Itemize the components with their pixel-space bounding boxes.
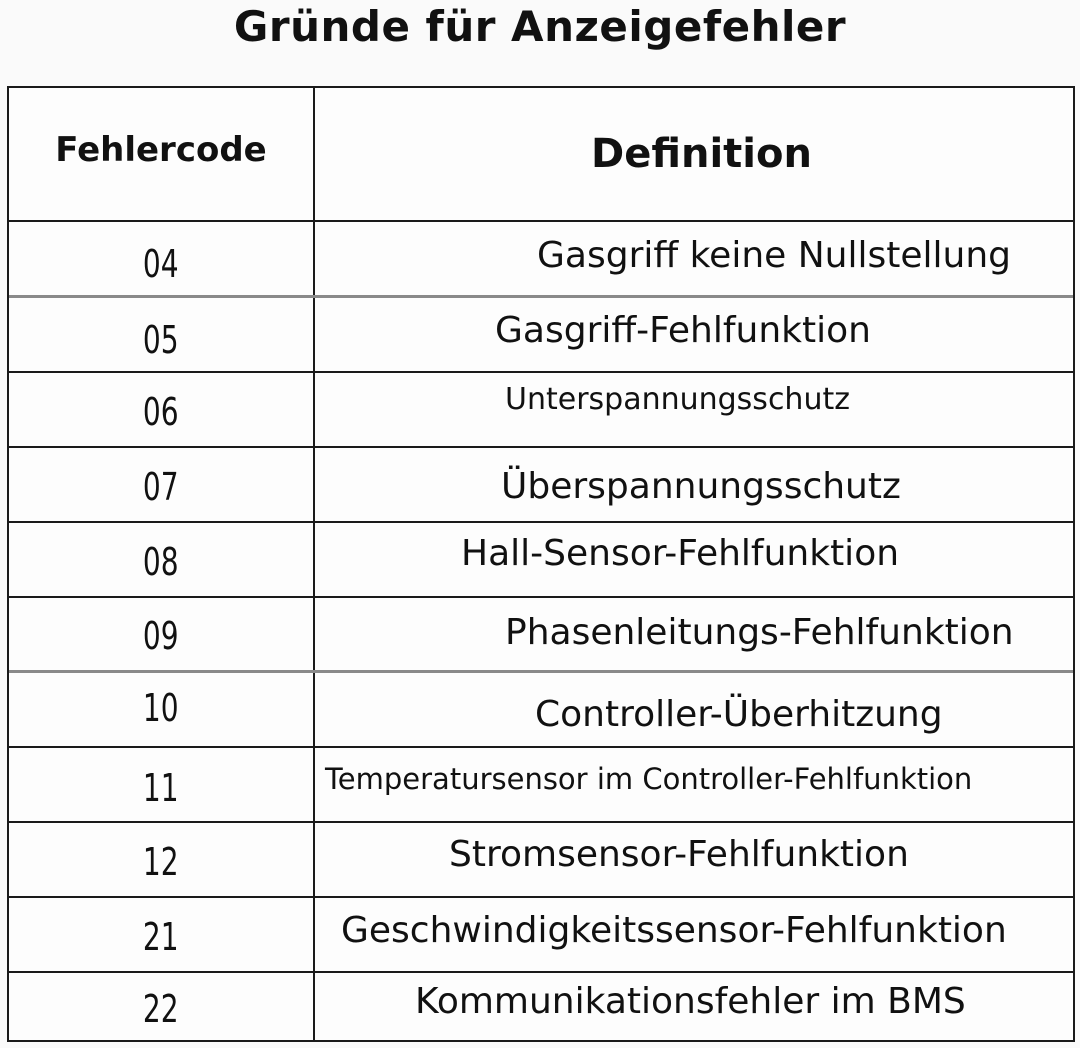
page-title: Gründe für Anzeigefehler	[233, 2, 847, 51]
row-definition: Gasgriff keine Nullstellung	[537, 234, 1011, 276]
row-code: 10	[143, 685, 179, 730]
table-row	[9, 373, 1073, 446]
table-row	[9, 823, 1073, 896]
row-definition: Überspannungsschutz	[501, 466, 901, 507]
row-definition: Stromsensor-Fehlfunktion	[449, 834, 909, 875]
header-definition: Definition	[591, 131, 812, 177]
table-row	[9, 898, 1073, 971]
table-row	[9, 598, 1073, 670]
row-definition: Hall-Sensor-Fehlfunktion	[461, 533, 900, 574]
table-row	[9, 748, 1073, 821]
row-definition: Phasenleitungs-Fehlfunktion	[505, 611, 1014, 653]
table-row	[9, 298, 1073, 371]
table-row	[9, 448, 1073, 521]
row-definition: Kommunikationsfehler im BMS	[415, 981, 966, 1022]
row-definition: Gasgriff-Fehlfunktion	[495, 310, 871, 351]
row-code: 04	[143, 242, 179, 286]
row-definition: Temperatursensor im Controller-Fehlfunktion	[325, 761, 973, 796]
header-code: Fehlercode	[55, 130, 267, 170]
table-header-row	[9, 88, 1073, 220]
table-row	[9, 673, 1073, 746]
table-row	[9, 222, 1073, 296]
table-row	[9, 523, 1073, 596]
row-code: 06	[143, 389, 179, 434]
row-code: 08	[143, 539, 179, 584]
table-row	[9, 973, 1073, 1040]
row-code: 12	[143, 839, 179, 884]
row-code: 09	[143, 614, 179, 658]
row-definition: Geschwindigkeitssensor-Fehlfunktion	[341, 910, 1007, 951]
row-code: 07	[143, 464, 179, 509]
row-definition: Unterspannungsschutz	[505, 382, 850, 417]
error-code-table	[7, 86, 1075, 1042]
row-code: 05	[143, 317, 179, 362]
row-code: 21	[143, 914, 179, 959]
row-definition: Controller-Überhitzung	[535, 694, 943, 735]
row-code: 11	[143, 765, 179, 810]
row-code: 22	[143, 986, 179, 1031]
